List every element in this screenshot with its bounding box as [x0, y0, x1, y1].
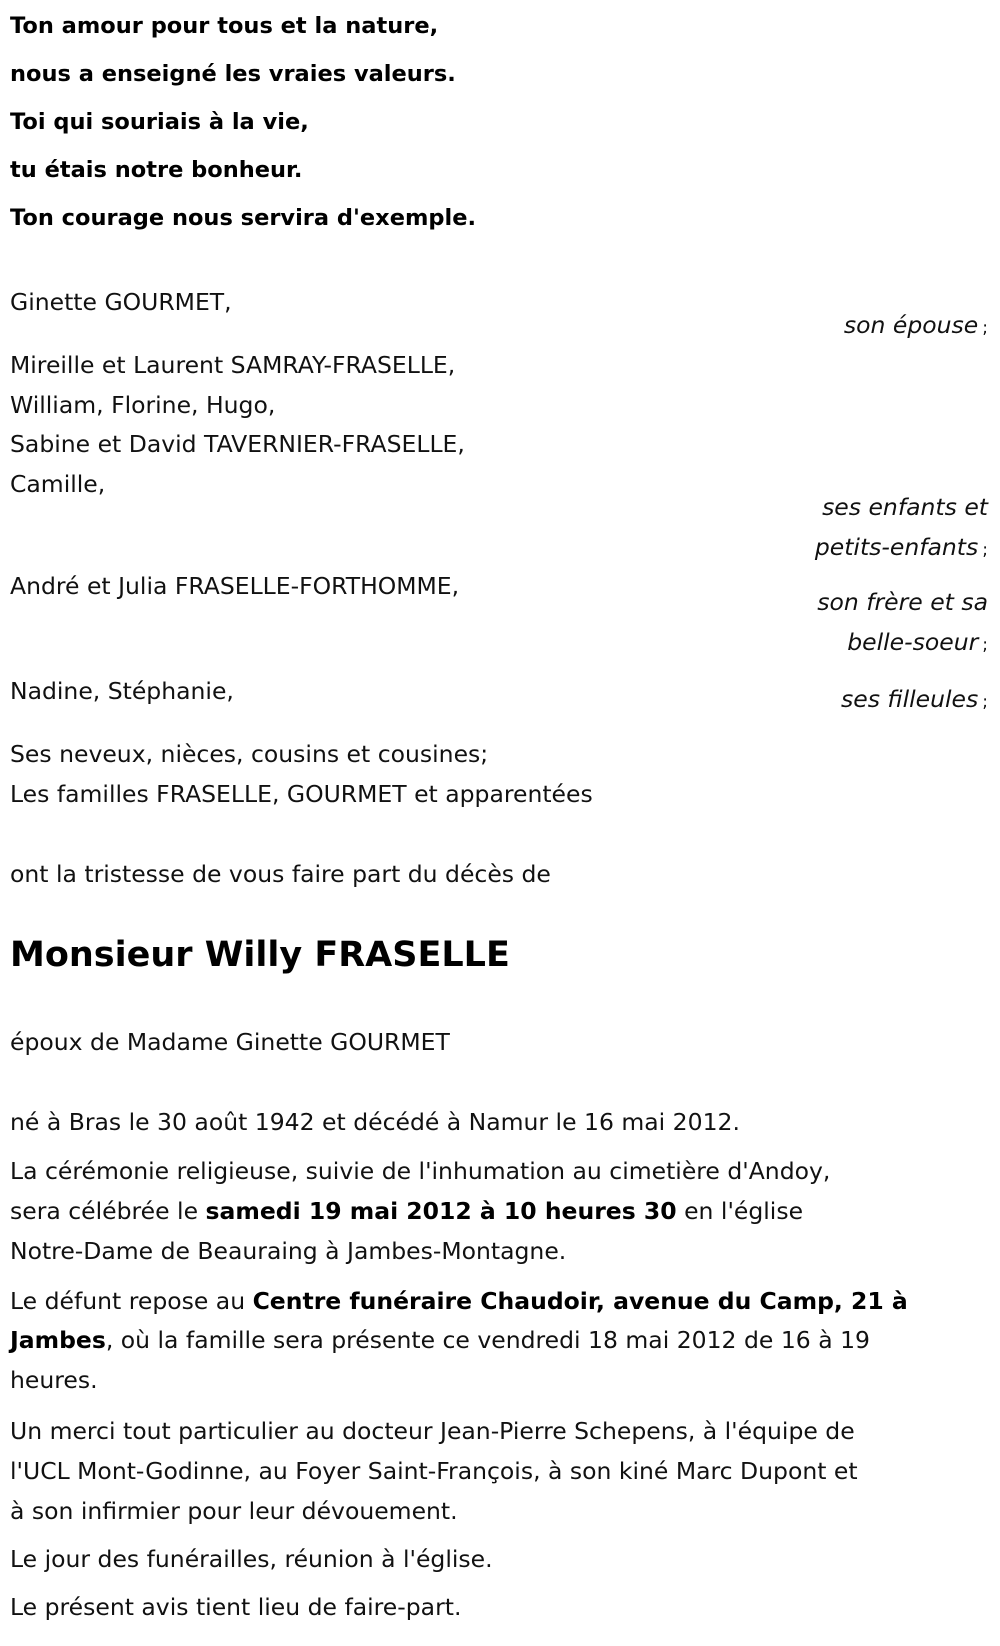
thanks-line: à son infirmier pour leur dévouement.: [10, 1497, 458, 1525]
notice: Le présent avis tient lieu de faire-part.: [10, 1593, 462, 1621]
relation-children: [814, 533, 988, 561]
relation-spouse: [843, 311, 988, 339]
relation-text: petits-enfants: [814, 533, 979, 561]
birth-death: né à Bras le 30 août 1942 et décédé à Namur le 16 mai 2012.: [10, 1108, 740, 1136]
text: sera célébrée le: [10, 1197, 206, 1225]
funeral-day: Le jour des funérailles, réunion à l'église.: [10, 1545, 493, 1573]
verse-line: Ton courage nous servira d'exemple.: [10, 205, 477, 231]
family-others: Ses neveux, nièces, cousins et cousines;: [10, 740, 489, 768]
relation-sibling: son frère et sa: [817, 588, 988, 616]
ceremony-line: [10, 1197, 804, 1225]
verse-line: nous a enseigné les vraies valeurs.: [10, 61, 456, 87]
text: , où la famille sera présente ce vendredi 18 mai 2012 de 16 à 19: [105, 1326, 870, 1354]
family-child-name: Camille,: [10, 470, 106, 498]
deceased-name: Monsieur Willy FRASELLE: [10, 935, 510, 975]
rest-line: heures.: [10, 1366, 98, 1394]
ceremony-line: Notre-Dame de Beauraing à Jambes-Montagne.: [10, 1237, 567, 1265]
ceremony-line: La cérémonie religieuse, suivie de l'inhumation au cimetière d'Andoy,: [10, 1157, 831, 1185]
spouse-line: époux de Madame Ginette GOURMET: [10, 1028, 450, 1056]
family-sibling-name: André et Julia FRASELLE-FORTHOMME,: [10, 572, 460, 600]
family-spouse-name: Ginette GOURMET,: [10, 288, 232, 316]
rest-line: [10, 1287, 908, 1315]
funeral-center: Jambes: [10, 1326, 106, 1354]
relation-text: son épouse: [843, 311, 979, 339]
verse-line: Toi qui souriais à la vie,: [10, 109, 309, 135]
family-others: Les familles FRASELLE, GOURMET et apparentées: [10, 780, 593, 808]
relation-children: ses enfants et: [822, 493, 988, 521]
relation-text: ses filleules: [841, 685, 979, 713]
family-child-name: William, Florine, Hugo,: [10, 391, 276, 419]
family-child-name: Mireille et Laurent SAMRAY-FRASELLE,: [10, 351, 456, 379]
relation-text: belle-soeur: [847, 628, 979, 656]
ceremony-datetime: samedi 19 mai 2012 à 10 heures 30: [205, 1197, 677, 1225]
rest-line: [10, 1326, 870, 1354]
announcement: ont la tristesse de vous faire part du décès de: [10, 860, 551, 888]
semicolon: ;: [982, 635, 988, 655]
verse-line: tu étais notre bonheur.: [10, 157, 303, 183]
semicolon: ;: [982, 540, 988, 560]
verse-line: Ton amour pour tous et la nature,: [10, 13, 439, 39]
family-godchildren-name: Nadine, Stéphanie,: [10, 677, 234, 705]
text: Le défunt repose au: [10, 1287, 253, 1315]
semicolon: ;: [982, 318, 988, 338]
text: en l'église: [676, 1197, 804, 1225]
funeral-center: Centre funéraire Chaudoir, avenue du Camp, 21 à: [252, 1287, 908, 1315]
relation-sibling: [847, 628, 988, 656]
thanks-line: l'UCL Mont-Godinne, au Foyer Saint-François, à son kiné Marc Dupont et: [10, 1457, 858, 1485]
relation-godchildren: [841, 685, 988, 713]
thanks-line: Un merci tout particulier au docteur Jean-Pierre Schepens, à l'équipe de: [10, 1417, 855, 1445]
family-child-name: Sabine et David TAVERNIER-FRASELLE,: [10, 430, 465, 458]
semicolon: ;: [982, 692, 988, 712]
